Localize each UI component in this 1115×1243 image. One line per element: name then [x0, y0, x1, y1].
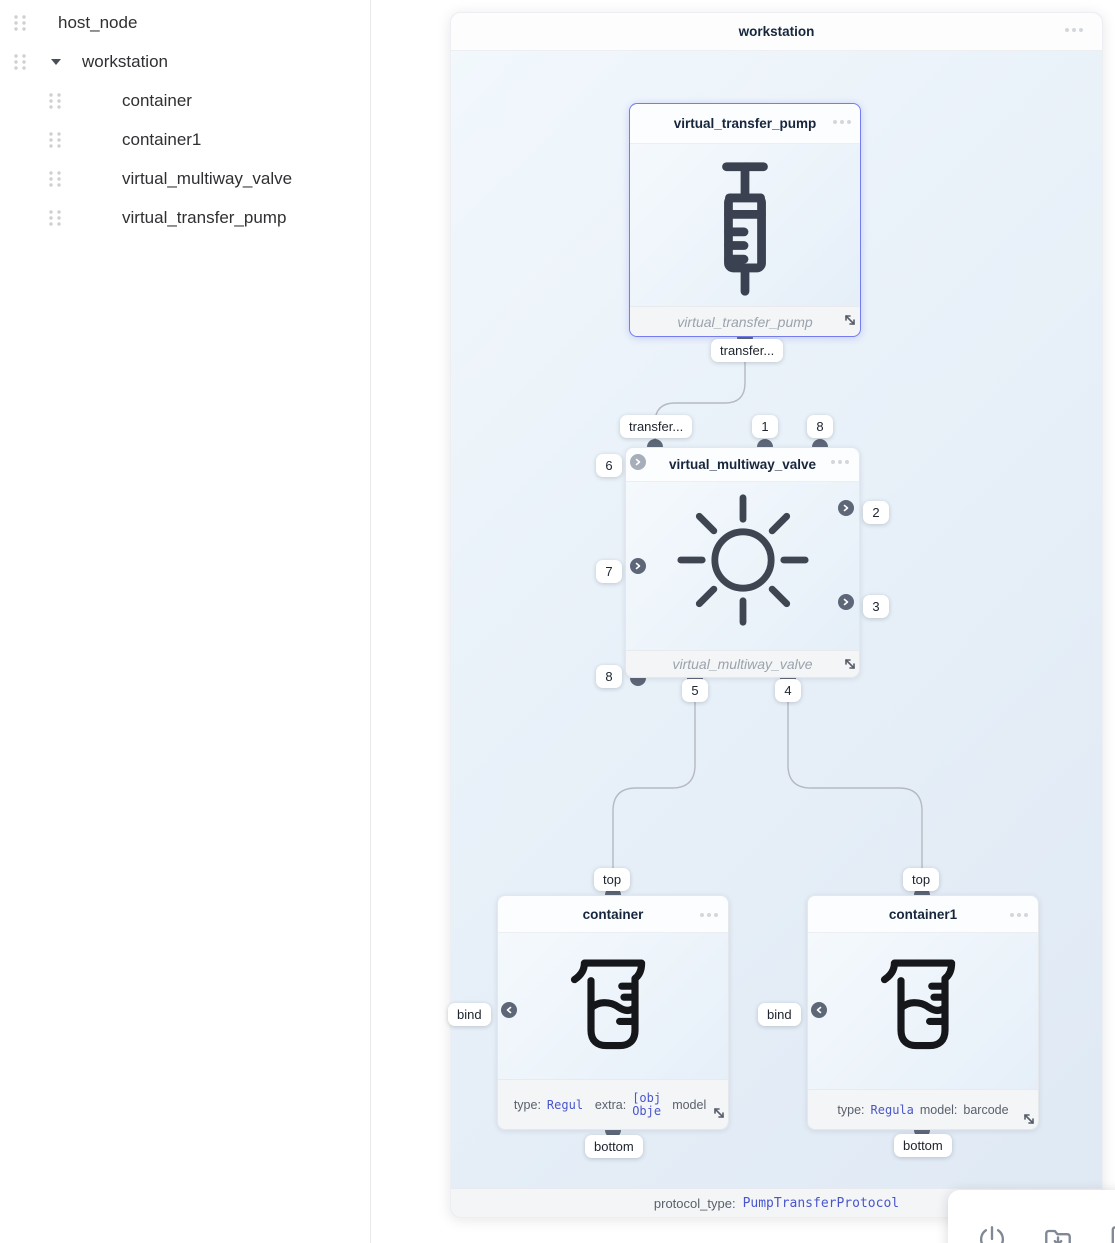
tree-item-label[interactable]: container1: [122, 129, 202, 149]
folder-download-icon[interactable]: [1042, 1223, 1074, 1243]
drag-handle-icon[interactable]: [48, 170, 62, 188]
beaker-icon: [868, 951, 978, 1061]
resize-handle-icon[interactable]: [843, 657, 857, 671]
port-label-container-bind: bind: [448, 1003, 491, 1026]
tree-item-container[interactable]: [0, 81, 370, 120]
drag-handle-icon[interactable]: [48, 209, 62, 227]
canvas-action-toolbar: [948, 1190, 1115, 1243]
port-handle-container1-bind[interactable]: [811, 1002, 827, 1018]
node-footer: [626, 650, 859, 677]
port-handle-valve-7[interactable]: [630, 558, 646, 574]
collapse-caret-icon[interactable]: [51, 59, 61, 65]
node-virtual-multiway-valve[interactable]: [625, 447, 860, 678]
node-header[interactable]: [630, 104, 860, 144]
field-type-label: type:: [513, 1097, 541, 1112]
port-label-container1-bottom: bottom: [894, 1134, 952, 1157]
valve-icon: [675, 492, 811, 628]
tree-item-label[interactable]: host_node: [58, 12, 138, 32]
protocol-type-value: PumpTransferProtocol: [742, 1195, 900, 1211]
node-instance-name: virtual_transfer_pump: [677, 313, 813, 330]
field-model-label: model:: [919, 1102, 958, 1117]
port-label-valve-5: 5: [682, 679, 708, 702]
drag-handle-icon[interactable]: [48, 131, 62, 149]
node-container[interactable]: [497, 895, 729, 1130]
port-label-valve-8-top: 8: [807, 415, 833, 438]
port-handle-container-bind[interactable]: [501, 1002, 517, 1018]
workstation-menu-button[interactable]: [1065, 28, 1083, 32]
port-label-valve-8-bottom: 8: [596, 665, 622, 688]
syringe-icon: [697, 156, 793, 302]
beaker-icon: [558, 951, 668, 1061]
port-label-pump-transfer: transfer...: [711, 339, 783, 362]
node-virtual-transfer-pump[interactable]: [629, 103, 861, 337]
node-footer: [498, 1079, 728, 1129]
tree-item-virtual-multiway-valve[interactable]: [0, 159, 370, 198]
tree-item-label[interactable]: workstation: [82, 51, 168, 71]
node-title: virtual_transfer_pump: [673, 116, 817, 131]
node-header[interactable]: [808, 896, 1038, 933]
resize-handle-icon[interactable]: [843, 313, 857, 327]
workstation-header[interactable]: [451, 13, 1102, 51]
node-header[interactable]: [626, 448, 859, 482]
node-container1[interactable]: [807, 895, 1039, 1130]
port-label-container1-top: top: [903, 868, 939, 891]
port-label-valve-transfer: transfer...: [620, 415, 692, 438]
field-type-label: type:: [837, 1102, 865, 1117]
node-menu-button[interactable]: [700, 913, 718, 917]
workstation-title: workstation: [738, 24, 815, 39]
port-label-valve-1: 1: [752, 415, 778, 438]
port-label-valve-2: 2: [863, 501, 889, 524]
drag-handle-icon[interactable]: [13, 14, 27, 32]
resize-handle-icon[interactable]: [1022, 1112, 1036, 1126]
node-header[interactable]: [498, 896, 728, 933]
port-label-container-top: top: [594, 868, 630, 891]
port-label-valve-7: 7: [596, 560, 622, 583]
node-title: container: [582, 906, 644, 922]
drag-handle-icon[interactable]: [13, 53, 27, 71]
power-icon[interactable]: [976, 1223, 1008, 1243]
field-extra-label: extra:: [594, 1097, 627, 1112]
field-model-label: model: [672, 1097, 707, 1112]
field-type-value[interactable]: Regula: [870, 1102, 914, 1117]
node-footer: [630, 306, 860, 336]
port-label-container1-bind: bind: [758, 1003, 801, 1026]
node-menu-button[interactable]: [1010, 913, 1028, 917]
export-icon[interactable]: [1108, 1223, 1115, 1243]
field-type-value[interactable]: Regul: [546, 1097, 584, 1112]
port-label-valve-6: 6: [596, 454, 622, 477]
protocol-type-label: protocol_type:: [653, 1195, 736, 1211]
drag-handle-icon[interactable]: [48, 92, 62, 110]
node-instance-name: virtual_multiway_valve: [672, 656, 813, 672]
node-title: container1: [888, 906, 958, 922]
node-footer: [808, 1089, 1038, 1129]
resize-handle-icon[interactable]: [712, 1106, 726, 1120]
port-handle-valve-3[interactable]: [838, 594, 854, 610]
tree-item-label[interactable]: virtual_multiway_valve: [122, 168, 293, 188]
node-menu-button[interactable]: [831, 460, 849, 464]
tree-item-workstation[interactable]: [0, 42, 370, 81]
tree-item-label[interactable]: container: [122, 90, 192, 110]
node-title: virtual_multiway_valve: [668, 457, 817, 472]
port-label-valve-3: 3: [863, 595, 889, 618]
tree-item-host-node[interactable]: [0, 3, 370, 42]
node-tree: [0, 0, 370, 237]
field-model-value[interactable]: barcode: [963, 1102, 1009, 1117]
tree-item-label[interactable]: virtual_transfer_pump: [122, 207, 287, 227]
port-label-container-bottom: bottom: [585, 1135, 643, 1158]
port-handle-valve-6[interactable]: [630, 454, 646, 470]
field-extra-value[interactable]: [obj Obje: [632, 1091, 662, 1118]
port-handle-valve-2[interactable]: [838, 500, 854, 516]
port-label-valve-4: 4: [775, 679, 801, 702]
tree-item-container1[interactable]: [0, 120, 370, 159]
sidebar: [0, 0, 371, 1243]
node-menu-button[interactable]: [833, 120, 851, 124]
tree-item-virtual-transfer-pump[interactable]: [0, 198, 370, 237]
